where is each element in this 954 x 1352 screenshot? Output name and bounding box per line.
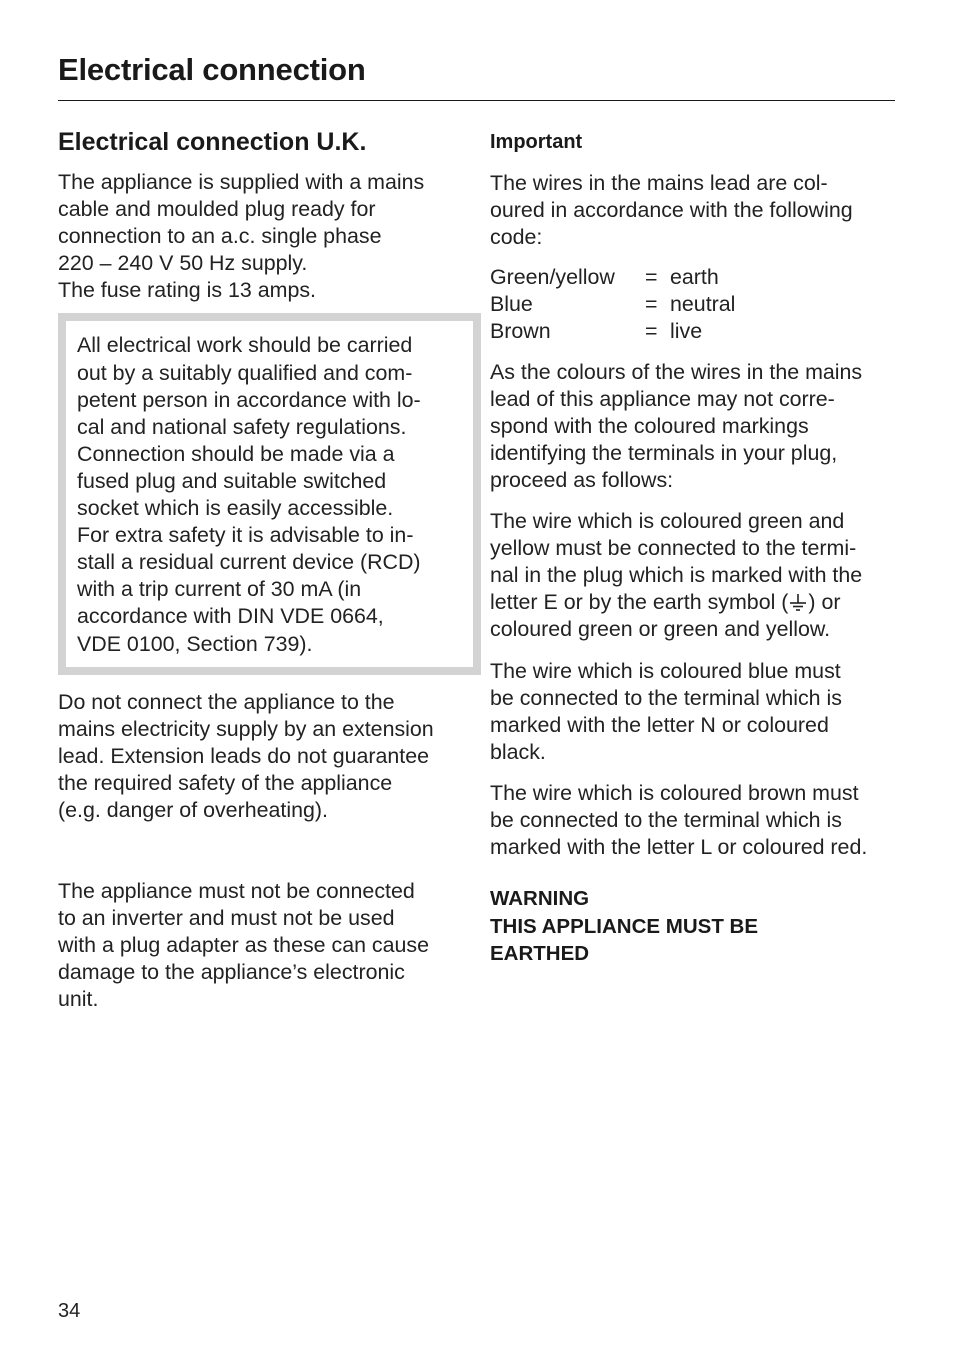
green-yellow-wire-paragraph (490, 508, 900, 643)
text-line: fused plug and suitable switched (77, 468, 387, 493)
text-line: code: (490, 225, 543, 250)
wire-colour: Brown (490, 319, 551, 344)
text-line: the required safety of the appliance (58, 770, 393, 795)
text-line: cal and national safety regulations. (77, 414, 407, 439)
wire-colour: Blue (490, 292, 533, 317)
equals-sign: = (645, 265, 658, 290)
text-line: 220 – 240 V 50 Hz supply. (58, 251, 308, 276)
warning-line: EARTHED (490, 942, 590, 966)
text-line: with a plug adapter as these can cause (58, 933, 430, 958)
text-fragment: ) or (808, 590, 841, 615)
text-line: be connected to the terminal which is (490, 807, 842, 832)
text-line: VDE 0100, Section 739). (77, 631, 313, 656)
text-line: The wire which is coloured green and (490, 509, 845, 534)
text-line: Connection should be made via a (77, 441, 395, 466)
text-line: petent person in accordance with lo- (77, 387, 421, 412)
intro-paragraph (58, 169, 468, 304)
text-line: stall a residual current device (RCD) (77, 550, 421, 575)
text-line: to an inverter and must not be used (58, 906, 395, 931)
text-line: identifying the terminals in your plug, (490, 440, 838, 465)
page-title: Electrical connection (58, 52, 366, 87)
earthing-warning (490, 885, 900, 968)
text-line: (e.g. danger of overheating). (58, 797, 328, 822)
text-line: lead of this appliance may not corre- (490, 386, 835, 411)
code-row (490, 291, 900, 318)
text-fragment: letter E or by the earth symbol ( (490, 590, 789, 615)
section-heading: Electrical connection U.K. (58, 128, 367, 156)
text-line: lead. Extension leads do not guarantee (58, 743, 430, 768)
brown-wire-paragraph (490, 780, 900, 861)
left-column (58, 124, 468, 1014)
text-line: The wires in the mains lead are col- (490, 171, 828, 195)
text-line: nal in the plug which is marked with the (490, 563, 863, 588)
text-line: The appliance is supplied with a mains (58, 170, 425, 194)
wire-meaning: neutral (670, 292, 736, 317)
text-line: For extra safety it is advisable to in- (77, 523, 414, 548)
earth-symbol-icon (788, 592, 808, 612)
wire-meaning: live (670, 319, 703, 344)
code-row (490, 318, 900, 345)
text-line: The appliance must not be connected (58, 879, 415, 904)
text-line: Do not connect the appliance to the (58, 689, 395, 714)
equals-sign: = (645, 319, 658, 344)
text-line: mains electricity supply by an extension (58, 716, 434, 741)
text-line: oured in accordance with the following (490, 198, 853, 223)
wire-colour-code-table (490, 264, 900, 345)
title-divider (58, 100, 895, 101)
extension-lead-paragraph (58, 689, 468, 824)
text-line: The fuse rating is 13 amps. (58, 278, 317, 303)
text-line: accordance with DIN VDE 0664, (77, 604, 384, 629)
text-line: proceed as follows: (490, 467, 674, 492)
wire-code-intro (490, 170, 900, 251)
warning-line: THIS APPLIANCE MUST BE (490, 914, 759, 938)
safety-notice-box (58, 313, 481, 674)
text-line (490, 589, 900, 616)
important-heading: Important (490, 131, 583, 153)
warning-line: WARNING (490, 887, 590, 911)
text-line: yellow must be connected to the termi- (490, 536, 857, 561)
wire-colour: Green/yellow (490, 265, 615, 290)
blue-wire-paragraph (490, 658, 900, 766)
text-line: The wire which is coloured brown must (490, 780, 859, 805)
wire-meaning: earth (670, 265, 719, 290)
code-row (490, 264, 900, 291)
right-column (490, 124, 900, 968)
text-line: As the colours of the wires in the mains (490, 359, 863, 384)
text-line: unit. (58, 987, 99, 1012)
text-line: spond with the coloured markings (490, 413, 809, 438)
page-number: 34 (58, 1300, 81, 1322)
text-line: marked with the letter L or coloured red. (490, 835, 868, 860)
text-line: out by a suitably qualified and com- (77, 360, 413, 385)
text-line: with a trip current of 30 mA (in (77, 577, 362, 602)
text-line: be connected to the terminal which is (490, 685, 842, 710)
colours-warning-paragraph (490, 359, 900, 494)
text-line: connection to an a.c. single phase (58, 224, 382, 249)
text-line: socket which is easily accessible. (77, 496, 394, 521)
text-line: cable and moulded plug ready for (58, 197, 376, 222)
equals-sign: = (645, 292, 658, 317)
text-line: damage to the appliance’s electronic (58, 960, 405, 985)
text-line: All electrical work should be carried (77, 333, 413, 358)
text-line: marked with the letter N or coloured (490, 712, 829, 737)
text-line: coloured green or green and yellow. (490, 617, 831, 642)
text-line: The wire which is coloured blue must (490, 658, 841, 683)
inverter-paragraph (58, 878, 468, 1013)
text-line: black. (490, 739, 546, 764)
